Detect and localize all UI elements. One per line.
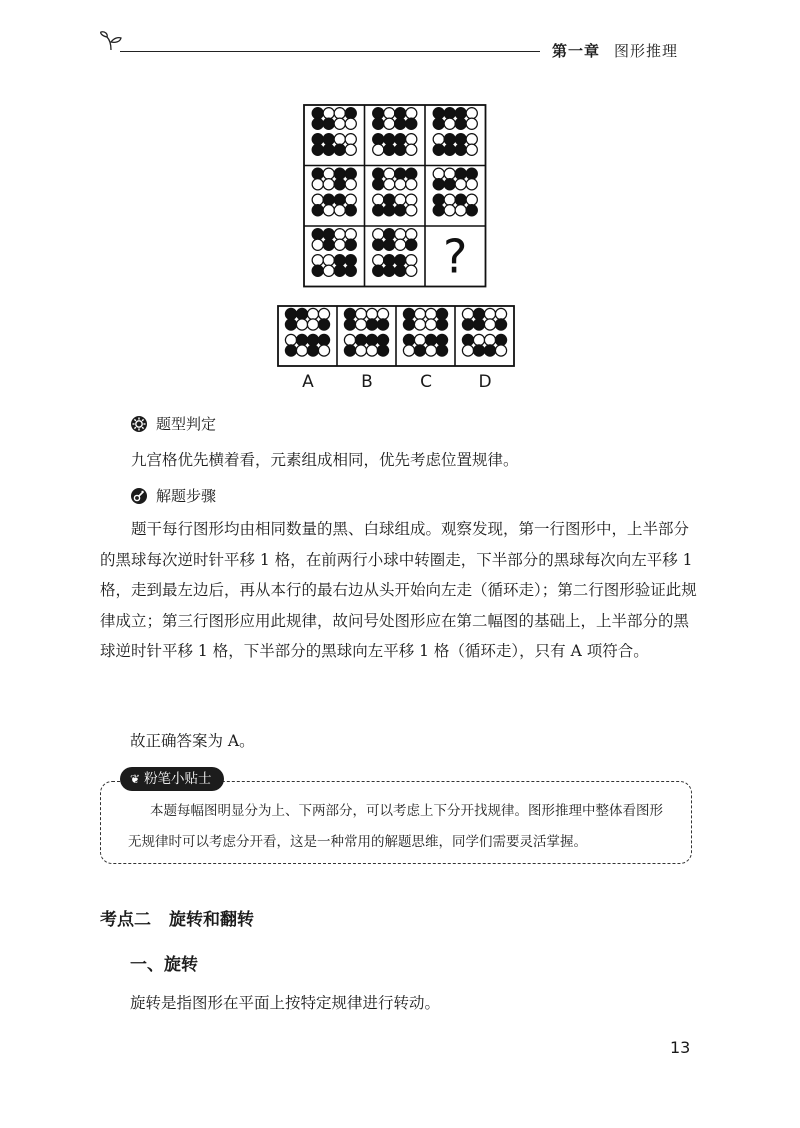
cell-2-1-ball-3-0 — [373, 265, 384, 276]
cell-1-2-ball-0-0 — [433, 168, 444, 179]
option-label-c: C — [420, 372, 432, 392]
cell-1-2-ball-0-1 — [444, 168, 455, 179]
section-heading-text: 题型判定 — [156, 415, 217, 433]
tip-text — [128, 796, 676, 858]
wrench-bullet-icon — [130, 487, 148, 505]
cell-1-1-ball-2-3 — [406, 194, 417, 205]
option-c-ball-1-0 — [403, 319, 414, 330]
cell-0-2-ball-2-3 — [466, 134, 477, 145]
cell-0-1-ball-0-1 — [384, 108, 395, 119]
cell-2-1-ball-1-0 — [373, 239, 384, 250]
cell-0-0-ball-3-1 — [323, 144, 334, 155]
option-c-ball-2-2 — [425, 334, 436, 345]
option-c-ball-2-3 — [436, 334, 447, 345]
cell-0-0-ball-3-0 — [312, 144, 323, 155]
grid-cell-2-0 — [312, 229, 356, 277]
option-c[interactable] — [403, 308, 447, 356]
option-d-ball-1-2 — [484, 319, 495, 330]
cell-0-2-ball-2-0 — [433, 134, 444, 145]
option-b-ball-1-2 — [366, 319, 377, 330]
option-a-ball-2-1 — [296, 334, 307, 345]
option-d-ball-0-3 — [495, 308, 506, 319]
option-d-ball-2-0 — [462, 334, 473, 345]
grid-cell-1-1 — [373, 168, 417, 216]
cell-0-0-ball-1-3 — [345, 118, 356, 129]
cell-1-0-ball-2-2 — [334, 194, 345, 205]
cell-2-0-ball-2-0 — [312, 255, 323, 266]
cell-2-0-ball-0-1 — [323, 229, 334, 240]
cell-0-0-ball-1-2 — [334, 118, 345, 129]
cell-2-1-ball-0-1 — [384, 229, 395, 240]
cell-1-1-ball-0-2 — [395, 168, 406, 179]
option-c-ball-0-2 — [425, 308, 436, 319]
cell-1-2-ball-1-0 — [433, 179, 444, 190]
cell-0-0-ball-1-0 — [312, 118, 323, 129]
cell-1-2-ball-2-0 — [433, 194, 444, 205]
cell-0-0-ball-2-1 — [323, 134, 334, 145]
cell-0-1-ball-3-3 — [406, 144, 417, 155]
option-d-ball-3-3 — [495, 345, 506, 356]
cell-2-1-ball-3-2 — [395, 265, 406, 276]
cell-0-1-ball-1-0 — [373, 118, 384, 129]
option-d-ball-2-1 — [473, 334, 484, 345]
grid-cell-2-1 — [373, 229, 417, 277]
option-d-ball-1-3 — [495, 319, 506, 330]
grid-cell-1-0 — [312, 168, 356, 216]
option-d-ball-3-0 — [462, 345, 473, 356]
option-c-ball-0-0 — [403, 308, 414, 319]
cell-1-0-ball-3-1 — [323, 205, 334, 216]
cell-1-0-ball-0-1 — [323, 168, 334, 179]
option-b-ball-0-3 — [377, 308, 388, 319]
cell-0-1-ball-1-2 — [395, 118, 406, 129]
cell-2-1-ball-2-2 — [395, 255, 406, 266]
cell-2-0-ball-2-1 — [323, 255, 334, 266]
option-d-ball-2-3 — [495, 334, 506, 345]
options-row — [278, 306, 514, 366]
option-label-d: D — [478, 372, 492, 392]
option-b-ball-3-3 — [377, 345, 388, 356]
cell-1-1-ball-0-3 — [406, 168, 417, 179]
cell-1-0-ball-1-2 — [334, 179, 345, 190]
option-a-ball-3-1 — [296, 345, 307, 356]
cell-0-2-ball-1-1 — [444, 118, 455, 129]
kaodian-title: 旋转和翻转 — [169, 910, 254, 930]
grid-cell-0-2 — [433, 108, 477, 156]
option-b[interactable] — [344, 308, 388, 356]
cell-0-1-ball-1-3 — [406, 118, 417, 129]
cell-2-1-ball-1-1 — [384, 239, 395, 250]
cell-1-1-ball-0-1 — [384, 168, 395, 179]
cell-2-1-ball-1-2 — [395, 239, 406, 250]
option-label-a: A — [302, 372, 314, 392]
option-b-ball-0-1 — [355, 308, 366, 319]
cell-0-1-ball-2-0 — [373, 134, 384, 145]
option-a-ball-1-0 — [285, 319, 296, 330]
subsection-heading: 一、旋转 — [130, 955, 198, 975]
cell-2-0-ball-3-2 — [334, 265, 345, 276]
cell-1-0-ball-1-1 — [323, 179, 334, 190]
option-d-ball-1-0 — [462, 319, 473, 330]
cell-1-2-ball-3-1 — [444, 205, 455, 216]
cell-0-2-ball-1-2 — [455, 118, 466, 129]
cell-1-2-ball-3-2 — [455, 205, 466, 216]
section-heading-steps — [130, 485, 216, 506]
cell-2-0-ball-1-0 — [312, 239, 323, 250]
cell-2-1-ball-0-2 — [395, 229, 406, 240]
option-b-ball-1-0 — [344, 319, 355, 330]
tip-badge — [120, 767, 224, 791]
cell-2-1-ball-0-0 — [373, 229, 384, 240]
option-c-ball-2-0 — [403, 334, 414, 345]
option-a-ball-1-1 — [296, 319, 307, 330]
cell-1-2-ball-2-3 — [466, 194, 477, 205]
cell-1-2-ball-0-2 — [455, 168, 466, 179]
option-b-ball-2-1 — [355, 334, 366, 345]
option-b-ball-0-0 — [344, 308, 355, 319]
cell-1-0-ball-2-3 — [345, 194, 356, 205]
cell-1-2-ball-1-3 — [466, 179, 477, 190]
option-c-ball-3-1 — [414, 345, 425, 356]
cell-0-2-ball-0-0 — [433, 108, 444, 119]
option-c-ball-3-2 — [425, 345, 436, 356]
cell-0-1-ball-0-3 — [406, 108, 417, 119]
definition-line: 旋转是指图形在平面上按特定规律进行转动。 — [130, 994, 441, 1012]
cell-0-2-ball-0-1 — [444, 108, 455, 119]
option-a-ball-2-0 — [285, 334, 296, 345]
option-c-ball-3-0 — [403, 345, 414, 356]
cell-0-2-ball-2-1 — [444, 134, 455, 145]
option-a-ball-1-2 — [307, 319, 318, 330]
option-a[interactable] — [285, 308, 329, 356]
cell-2-0-ball-1-1 — [323, 239, 334, 250]
cell-2-0-ball-0-0 — [312, 229, 323, 240]
option-a-ball-0-2 — [307, 308, 318, 319]
option-a-ball-0-0 — [285, 308, 296, 319]
kaodian-heading — [100, 905, 254, 930]
cell-0-1-ball-2-1 — [384, 134, 395, 145]
page-number: 13 — [670, 1038, 691, 1057]
cell-0-2-ball-1-3 — [466, 118, 477, 129]
tip-paragraph: 本题每幅图明显分为上、下两部分，可以考虑上下分开找规律。图形推理中整体看图形无规律时可以考虑分开看，这是一种常用的解题思维，同学们需要灵活掌握。 — [128, 803, 663, 850]
option-d[interactable] — [462, 308, 506, 356]
cell-0-0-ball-1-1 — [323, 118, 334, 129]
option-a-ball-3-2 — [307, 345, 318, 356]
cell-2-0-ball-1-2 — [334, 239, 345, 250]
cell-2-0-ball-3-3 — [345, 265, 356, 276]
cell-1-1-ball-2-1 — [384, 194, 395, 205]
option-b-ball-3-1 — [355, 345, 366, 356]
cell-1-1-ball-0-0 — [373, 168, 384, 179]
option-b-ball-2-2 — [366, 334, 377, 345]
option-c-ball-1-3 — [436, 319, 447, 330]
cell-1-1-ball-3-3 — [406, 205, 417, 216]
section-heading-text: 解题步骤 — [156, 487, 217, 505]
option-label-b: B — [361, 372, 373, 392]
cell-2-0-ball-0-3 — [345, 229, 356, 240]
grid-cell-0-0 — [312, 108, 356, 156]
option-b-ball-0-2 — [366, 308, 377, 319]
option-d-ball-0-0 — [462, 308, 473, 319]
option-a-ball-1-3 — [318, 319, 329, 330]
option-c-ball-2-1 — [414, 334, 425, 345]
cell-0-1-ball-2-2 — [395, 134, 406, 145]
question-mark: ? — [443, 229, 468, 284]
gear-bullet-icon — [130, 415, 148, 433]
option-a-ball-0-3 — [318, 308, 329, 319]
section-heading-type — [130, 413, 216, 434]
cell-0-2-ball-3-2 — [455, 144, 466, 155]
cell-1-1-ball-2-2 — [395, 194, 406, 205]
cell-2-1-ball-2-0 — [373, 255, 384, 266]
option-a-ball-2-3 — [318, 334, 329, 345]
cell-0-0-ball-0-3 — [345, 108, 356, 119]
cell-0-1-ball-3-2 — [395, 144, 406, 155]
cell-1-0-ball-3-3 — [345, 205, 356, 216]
cell-0-0-ball-3-3 — [345, 144, 356, 155]
cell-2-1-ball-0-3 — [406, 229, 417, 240]
cell-2-1-ball-3-3 — [406, 265, 417, 276]
sprout-icon: ❦ — [130, 772, 141, 786]
option-b-ball-3-0 — [344, 345, 355, 356]
option-d-ball-2-2 — [484, 334, 495, 345]
cell-0-2-ball-0-3 — [466, 108, 477, 119]
cell-1-1-ball-1-3 — [406, 179, 417, 190]
cell-2-0-ball-3-0 — [312, 265, 323, 276]
cell-2-1-ball-2-1 — [384, 255, 395, 266]
cell-0-1-ball-3-1 — [384, 144, 395, 155]
cell-0-2-ball-2-2 — [455, 134, 466, 145]
kaodian-number: 考点二 — [100, 910, 151, 930]
puzzle-figure — [0, 0, 800, 400]
option-c-ball-1-2 — [425, 319, 436, 330]
cell-1-1-ball-1-2 — [395, 179, 406, 190]
cell-0-2-ball-3-0 — [433, 144, 444, 155]
cell-0-1-ball-2-3 — [406, 134, 417, 145]
tip-title: 粉笔小贴士 — [144, 771, 212, 787]
option-a-ball-3-3 — [318, 345, 329, 356]
option-b-ball-1-3 — [377, 319, 388, 330]
option-c-ball-1-1 — [414, 319, 425, 330]
option-d-ball-3-2 — [484, 345, 495, 356]
cell-1-0-ball-1-3 — [345, 179, 356, 190]
option-b-ball-3-2 — [366, 345, 377, 356]
cell-0-0-ball-0-2 — [334, 108, 345, 119]
cell-2-0-ball-1-3 — [345, 239, 356, 250]
grid-cell-2-2 — [443, 229, 467, 283]
cell-1-1-ball-3-0 — [373, 205, 384, 216]
option-b-ball-2-3 — [377, 334, 388, 345]
cell-1-0-ball-1-0 — [312, 179, 323, 190]
cell-0-0-ball-2-3 — [345, 134, 356, 145]
option-d-ball-3-1 — [473, 345, 484, 356]
cell-0-1-ball-0-2 — [395, 108, 406, 119]
cell-0-1-ball-1-1 — [384, 118, 395, 129]
cell-1-1-ball-1-0 — [373, 179, 384, 190]
cell-2-1-ball-3-1 — [384, 265, 395, 276]
grid-cell-1-2 — [433, 168, 477, 216]
cell-1-2-ball-3-3 — [466, 205, 477, 216]
cell-0-2-ball-1-0 — [433, 118, 444, 129]
option-a-ball-0-1 — [296, 308, 307, 319]
cell-2-1-ball-1-3 — [406, 239, 417, 250]
option-d-ball-0-1 — [473, 308, 484, 319]
option-d-ball-1-1 — [473, 319, 484, 330]
cell-2-1-ball-2-3 — [406, 255, 417, 266]
cell-2-0-ball-2-3 — [345, 255, 356, 266]
cell-1-2-ball-2-2 — [455, 194, 466, 205]
cell-0-0-ball-2-2 — [334, 134, 345, 145]
cell-1-2-ball-2-1 — [444, 194, 455, 205]
cell-2-0-ball-3-1 — [323, 265, 334, 276]
cell-2-0-ball-2-2 — [334, 255, 345, 266]
cell-1-0-ball-3-0 — [312, 205, 323, 216]
cell-1-1-ball-2-0 — [373, 194, 384, 205]
cell-0-2-ball-3-3 — [466, 144, 477, 155]
cell-1-0-ball-0-2 — [334, 168, 345, 179]
cell-0-0-ball-3-2 — [334, 144, 345, 155]
chapter-title: 图形推理 — [614, 42, 679, 60]
cell-1-0-ball-2-0 — [312, 194, 323, 205]
cell-0-2-ball-3-1 — [444, 144, 455, 155]
chapter-label: 第一章 — [552, 42, 601, 60]
solution-paragraph: 题干每行图形均由相同数量的黑、白球组成。观察发现，第一行图形中，上半部分的黑球每次逆时针平移 1 格，在前两行小球中转圈走，下半部分的黑球每次向左平移 1 格，走到最左边后，再从本行的最右边从头开始向左走（循环走）；第二行图形验证此规律成立；第三行图形应用此规律，故问号处图形应在第二幅图的基础上，上半部分的黑球逆时针平移 1 格，下半部分的黑球向左平移 1 格（循环走），只有 A 项符合。 — [100, 520, 697, 660]
option-b-ball-1-1 — [355, 319, 366, 330]
option-d-ball-0-2 — [484, 308, 495, 319]
cell-0-1-ball-3-0 — [373, 144, 384, 155]
cell-0-0-ball-2-0 — [312, 134, 323, 145]
cell-1-2-ball-3-0 — [433, 205, 444, 216]
cell-0-2-ball-0-2 — [455, 108, 466, 119]
option-c-ball-0-3 — [436, 308, 447, 319]
option-b-ball-2-0 — [344, 334, 355, 345]
option-c-ball-0-1 — [414, 308, 425, 319]
answer-line: 故正确答案为 A。 — [130, 732, 255, 750]
option-a-ball-3-0 — [285, 345, 296, 356]
cell-0-0-ball-0-1 — [323, 108, 334, 119]
grid-cell-0-1 — [373, 108, 417, 156]
cell-1-2-ball-1-2 — [455, 179, 466, 190]
section-type-paragraph: 九宫格优先横着看，元素组成相同，优先考虑位置规律。 — [131, 451, 519, 469]
cell-1-0-ball-0-3 — [345, 168, 356, 179]
cell-2-0-ball-0-2 — [334, 229, 345, 240]
cell-1-1-ball-3-1 — [384, 205, 395, 216]
cell-0-0-ball-0-0 — [312, 108, 323, 119]
cell-1-0-ball-2-1 — [323, 194, 334, 205]
cell-0-1-ball-0-0 — [373, 108, 384, 119]
option-c-ball-3-3 — [436, 345, 447, 356]
cell-1-2-ball-0-3 — [466, 168, 477, 179]
cell-1-1-ball-1-1 — [384, 179, 395, 190]
option-a-ball-2-2 — [307, 334, 318, 345]
puzzle-grid — [304, 105, 486, 287]
cell-1-0-ball-0-0 — [312, 168, 323, 179]
cell-1-2-ball-1-1 — [444, 179, 455, 190]
cell-1-1-ball-3-2 — [395, 205, 406, 216]
cell-1-0-ball-3-2 — [334, 205, 345, 216]
